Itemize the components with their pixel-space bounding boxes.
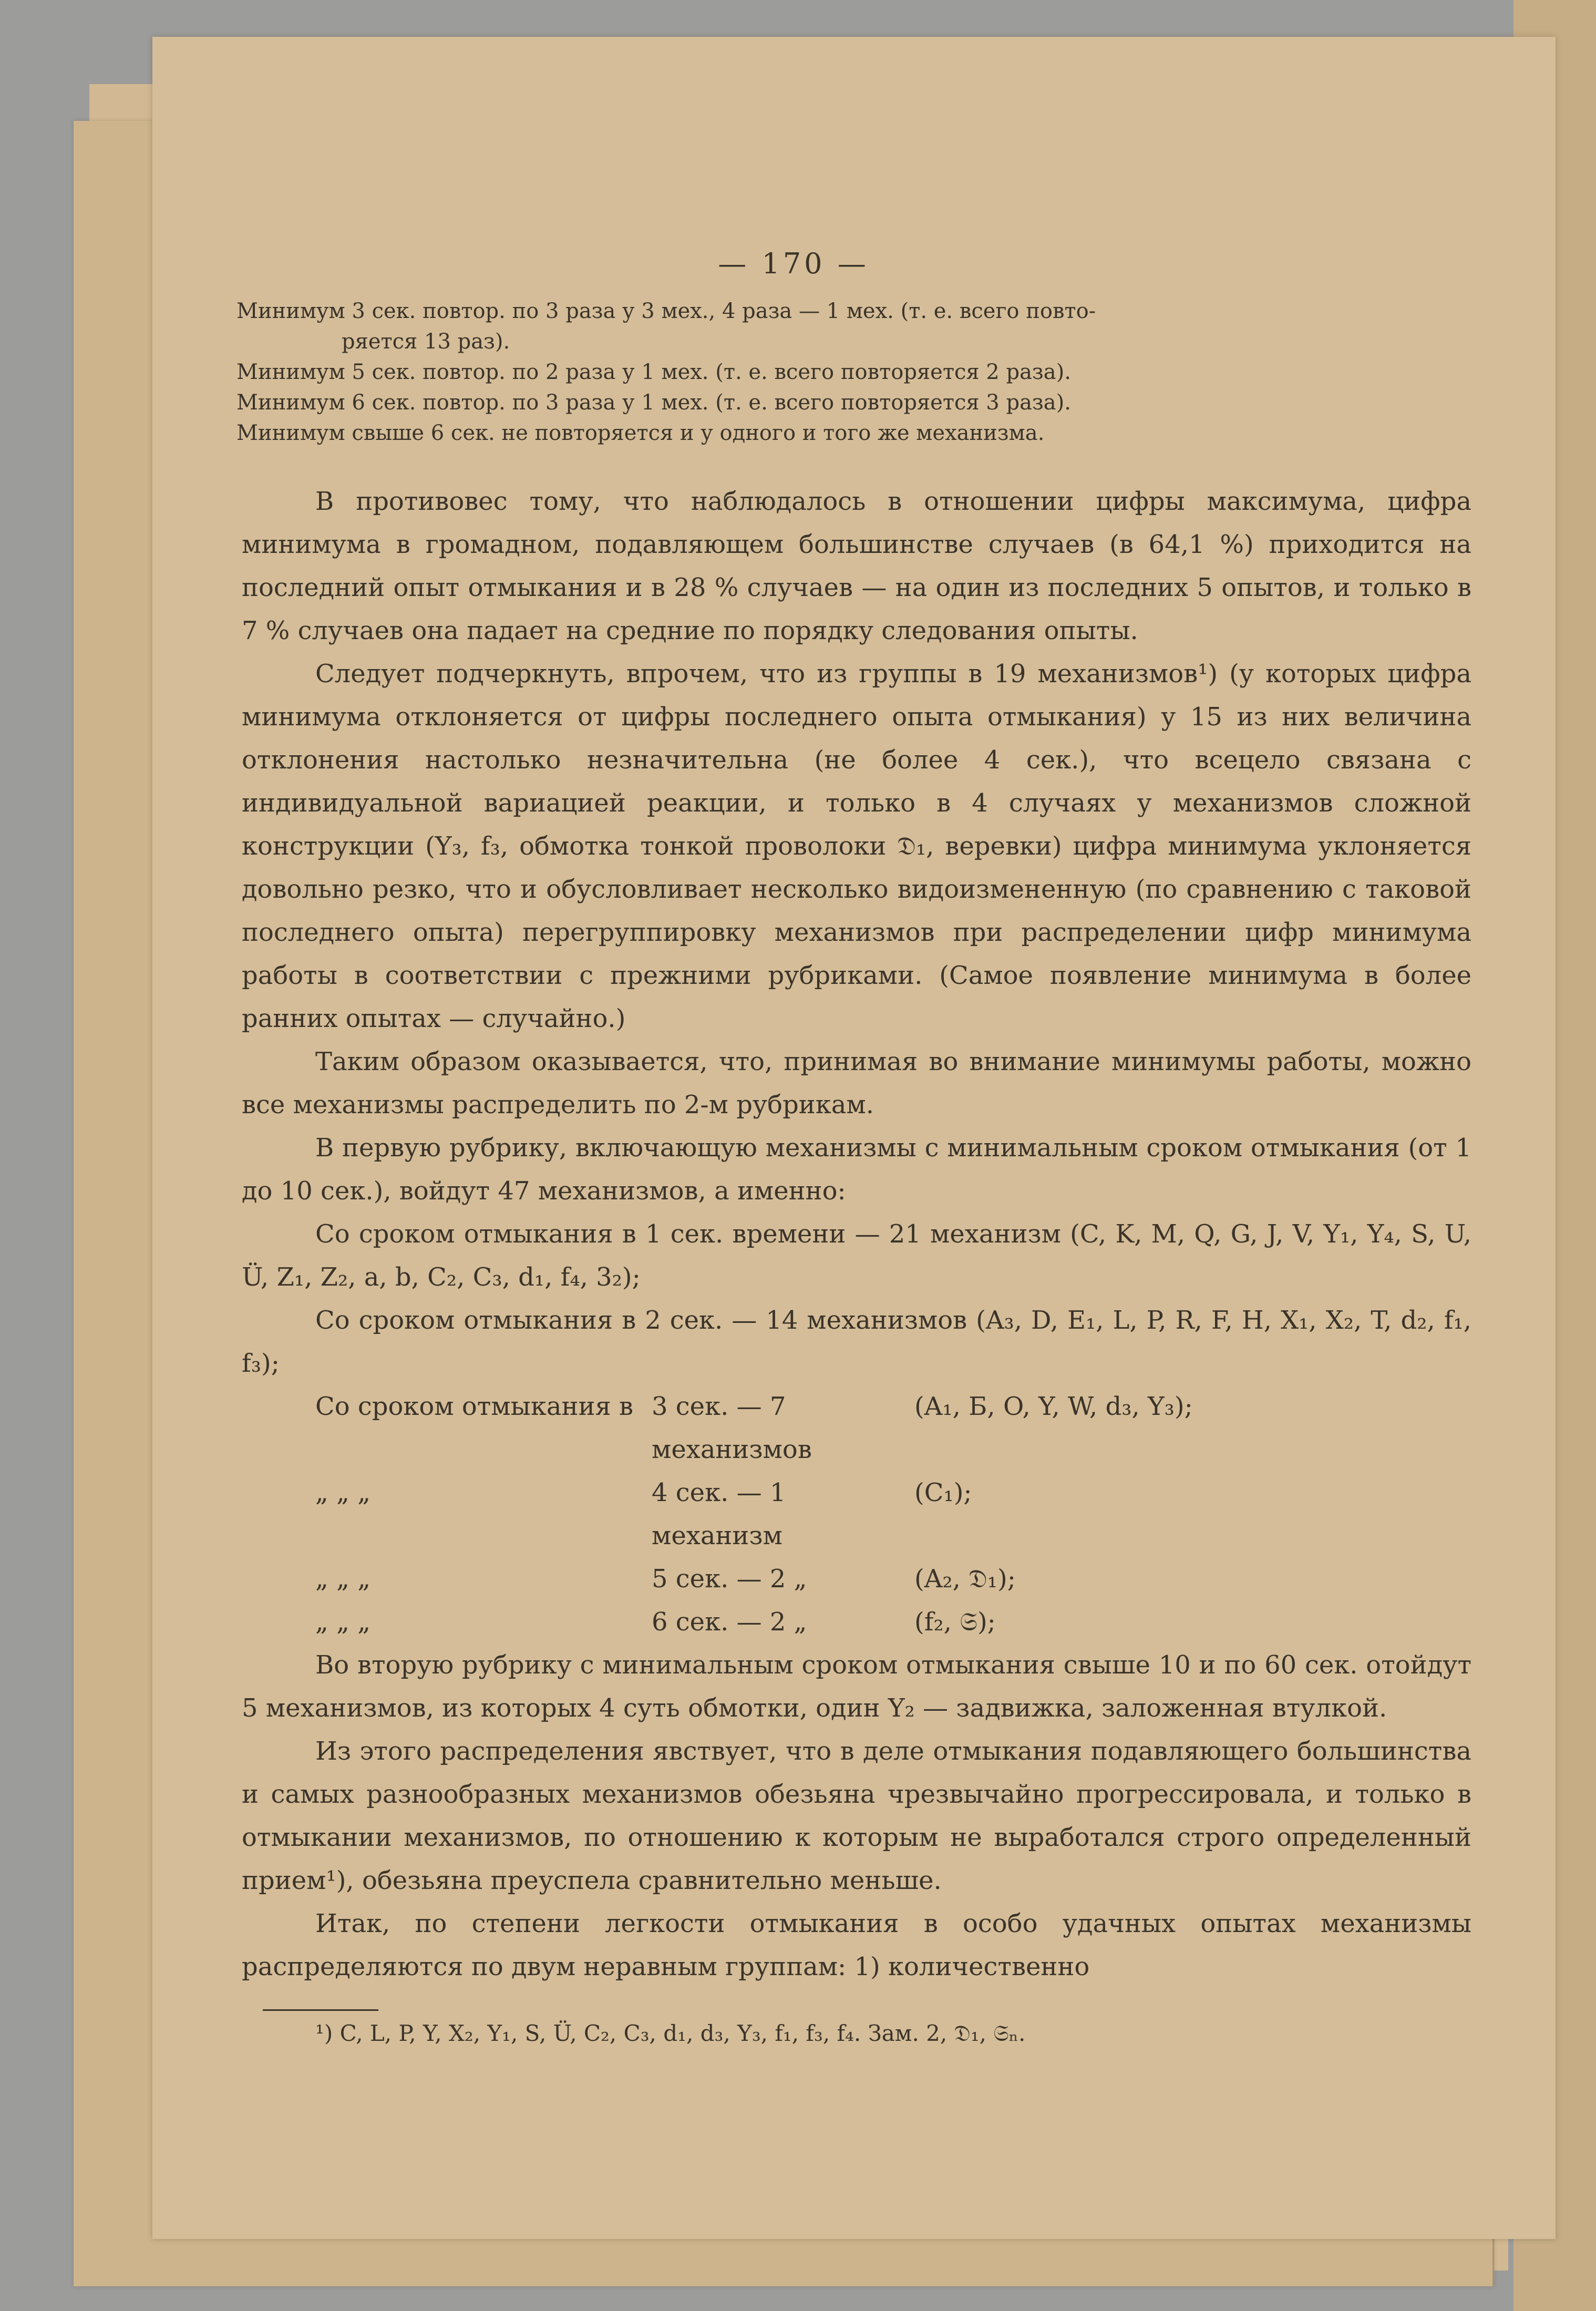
stats-line: Минимум 6 сек. повтор. по 3 раза у 1 мех. (т. е. всего повторяется 3 раза). xyxy=(236,391,1071,415)
paragraph: В противовес тому, что наблюдалось в отношении цифры максимума, цифра минимума в громадном, подавляющем большинстве случаев (в 64,1 %) приходится на последний опыт отмыкания и в 28 % случаев — на один из последних 5 опытов, и только в 7 % случаев она падает на средние по порядку следования опыты. xyxy=(242,487,1471,645)
page-content xyxy=(236,247,1471,2047)
paragraph: Из этого распределения явствует, что в деле отмыкания подавляющего большинства и самых разнообразных механизмов обезьяна чрезвычайно прогрессировала, и только в отмыкании механизмов, по отношению к которым не выработался строго определенный прием¹), обезьяна преуспела сравнительно меньше. xyxy=(242,1737,1471,1895)
list-cell: 6 сек. — 2 „ xyxy=(652,1607,807,1637)
stats-line: Минимум 5 сек. повтор. по 2 раза у 1 мех. (т. е. всего повторяется 2 раза). xyxy=(236,360,1071,384)
footnote-divider xyxy=(263,2009,378,2011)
list-cell: „ „ „ xyxy=(315,1564,371,1594)
list-cell: (f₂, 𝔖); xyxy=(914,1607,996,1637)
list-cell: (A₂, 𝔇₁); xyxy=(914,1564,1016,1594)
list-cell: (C₁); xyxy=(914,1478,972,1507)
list-cell: (A₁, Б, O, Y, W, d₃, Y₃); xyxy=(914,1392,1193,1421)
stats-line: ряется 13 раз). xyxy=(342,330,510,354)
list-cell: 3 сек. — 7 механизмов xyxy=(652,1392,812,1464)
stats-line: Минимум 3 сек. повтор. по 3 раза у 3 мех., 4 раза — 1 мех. (т. е. всего повто- xyxy=(236,299,1096,323)
paragraph: Со сроком отмыкания в 1 сек. времени — 21 механизм (C, K, M, Q, G, J, V, Y₁, Y₄, S, U, Ü, Z₁, Z₂, a, b, C₂, C₃, d₁, f₄, 3₂); xyxy=(242,1219,1471,1292)
paragraph: Итак, по степени легкости отмыкания в особо удачных опытах механизмы распределяются по двум неравным группам: 1) количественно xyxy=(242,1909,1471,1981)
list-cell: 4 сек. — 1 механизм xyxy=(652,1478,786,1550)
list-cell: „ „ „ xyxy=(315,1478,371,1507)
stats-line: Минимум свыше 6 сек. не повторяется и у одного и того же механизма. xyxy=(236,421,1045,445)
body-text xyxy=(242,480,1471,1385)
paragraph: В первую рубрику, включающую механизмы с минимальным сроком отмыкания (от 1 до 10 сек.), войдут 47 механизмов, а именно: xyxy=(242,1133,1471,1206)
list-cell: Со сроком отмыкания в xyxy=(315,1392,634,1421)
list-row xyxy=(242,1557,1471,1600)
body-text-continued xyxy=(242,1644,1471,1988)
minimum-stats xyxy=(236,296,1471,448)
list-row xyxy=(242,1471,1471,1557)
list-row xyxy=(242,1385,1471,1471)
paragraph: Таким образом оказывается, что, принимая во внимание минимумы работы, можно все механизмы распределить по 2-м рубрикам. xyxy=(242,1047,1471,1119)
paragraph: Следует подчеркнуть, впрочем, что из группы в 19 механизмов¹) (у которых цифра минимума отклоняется от цифры последнего опыта отмыкания) у 15 из них величина отклонения настолько незначительна (не более 4 сек.), что всецело связана с индивидуальной вариацией реакции, и только в 4 случаях у механизмов сложной конструкции (Y₃, f₃, обмотка тонкой проволоки 𝔇₁, веревки) цифра минимума уклоняется довольно резко, что и обусловливает несколько видоизмененную (по сравнению с таковой последнего опыта) перегруппировку механизмов при распределении цифр минимума работы в соответствии с прежними рубриками. (Самое появление минимума в более ранних опытах — случайно.) xyxy=(242,659,1471,1033)
mechanism-list xyxy=(242,1385,1471,1644)
list-cell: „ „ „ xyxy=(315,1607,371,1637)
page-number: — 170 — xyxy=(718,247,869,280)
footnote: ¹) C, L, P, Y, X₂, Y₁, S, Ü, C₂, C₃, d₁, d₃, Y₃, f₁, f₃, f₄. Зам. 2, 𝔇₁, 𝔖ₙ. xyxy=(315,2020,1026,2046)
paragraph: Со сроком отмыкания в 2 сек. — 14 механизмов (A₃, D, E₁, L, P, R, F, H, X₁, X₂, T, d₂, f₁, f₃); xyxy=(242,1306,1471,1378)
list-row xyxy=(242,1600,1471,1644)
list-cell: 5 сек. — 2 „ xyxy=(652,1564,807,1594)
paragraph: Во вторую рубрику с минимальным сроком отмыкания свыше 10 и по 60 сек. отойдут 5 механизмов, из которых 4 суть обмотки, один Y₂ — задвижка, заложенная втулкой. xyxy=(242,1650,1471,1723)
